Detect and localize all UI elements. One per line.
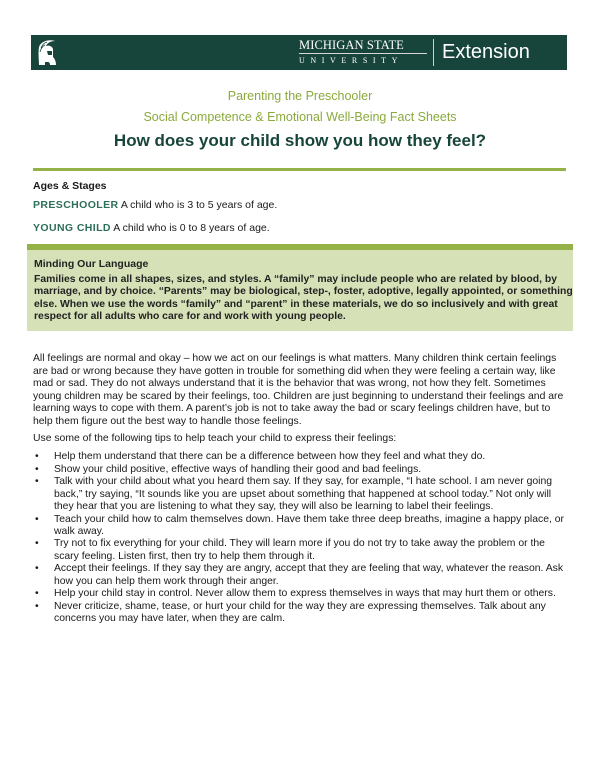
- tips-list: [33, 451, 568, 626]
- callout-heading: Minding Our Language: [34, 258, 149, 270]
- age-definition-text: A child who is 3 to 5 years of age.: [118, 199, 278, 211]
- bullet-icon: •: [35, 600, 39, 612]
- university-name-line2: UNIVERSITY: [299, 56, 403, 65]
- list-item: • Try not to fix everything for your child. They will learn more if you do not try to take away the problem or the scary feeling. Listen first, then try to help them through it.: [35, 538, 545, 562]
- age-term: PRESCHOOLER: [33, 199, 119, 211]
- bullet-icon: •: [35, 588, 39, 600]
- msu-wordmark: [299, 39, 427, 66]
- list-item: • Never criticize, shame, tease, or hurt your child for the way they are expressing themselves. Talk about any concerns you may have later, when they are calm.: [35, 600, 546, 625]
- age-definition: [33, 222, 563, 234]
- list-item: • Show your child positive, effective ways of handling their good and bad feelings.: [35, 463, 422, 475]
- series-subtitle: Social Competence & Emotional Well-Being Fact Sheets: [143, 110, 457, 124]
- age-definition-text: A child who is 0 to 8 years of age.: [110, 222, 270, 234]
- series-title: Parenting the Preschooler: [227, 89, 373, 103]
- minding-language-callout: [27, 244, 573, 331]
- age-term: YOUNG CHILD: [33, 222, 111, 234]
- list-item: • Help your child stay in control. Never allow them to express themselves in ways that may hurt them or others.: [35, 588, 556, 600]
- title-divider: [33, 168, 566, 171]
- intro-paragraph: All feelings are normal and okay – how we act on our feelings is what matters. Many children think certain feelings are bad or wrong because they have gotten in trouble for something did when they were feeling a certain way, like mad or sad. They do not always understand that it is the behavior that was wrong, not how they felt. Sometimes young children may be scared by their feelings, too. Children are just beginning to understand their feelings and are learning ways to cope with them. A parent’s job is not to take away the bad or scary feelings children have, but to help them figure out the best way to handle those feelings.: [33, 353, 564, 427]
- tips-intro: Use some of the following tips to help teach your child to express their feelings:: [33, 433, 397, 444]
- bullet-icon: •: [35, 563, 39, 575]
- bullet-icon: •: [35, 476, 39, 488]
- list-item: • Accept their feelings. If they say they are angry, accept that they are feeling that way, whatever the reason. Ask how you can help them work through their anger.: [35, 563, 564, 587]
- callout-text: Families come in all shapes, sizes, and styles. A “family” may include people who are related by blood, by marriage, and by choice. “Parents” may be biological, step-, foster, adoptive, legally appointed, or something else. When we use the words “family” and “parent” in these materials, we do so inclusively and with great respect for all adults who care for and work with young people.: [34, 274, 573, 323]
- bullet-icon: •: [35, 463, 39, 475]
- age-definition: [33, 199, 563, 211]
- list-item: • Teach your child how to calm themselves down. Have them take three deep breaths, imagine a happy place, or walk away.: [35, 513, 564, 537]
- header-banner: [31, 35, 567, 70]
- ages-stages-heading: Ages & Stages: [33, 180, 107, 192]
- spartan-helmet-icon: [36, 38, 58, 67]
- extension-label: Extension: [442, 41, 530, 63]
- bullet-icon: •: [35, 451, 39, 462]
- list-item: • Talk with your child about what you heard them say. If they say, for example, “I hate school. I am never going back,” try saying, “It sounds like you are upset about something that happened at school today.” Not only will they hear that you are listening to what they say, they will also be learning to label their feelings.: [35, 476, 553, 512]
- ages-stages-section: [33, 180, 563, 234]
- bullet-icon: •: [35, 538, 39, 550]
- wordmark-divider: [433, 39, 434, 66]
- page-title: How does your child show you how they feel?: [113, 131, 487, 150]
- university-name-line1: MICHIGAN STATE: [299, 39, 427, 54]
- list-item: • Help them understand that there can be a difference between how they feel and what they do.: [35, 451, 486, 462]
- bullet-icon: •: [35, 513, 39, 525]
